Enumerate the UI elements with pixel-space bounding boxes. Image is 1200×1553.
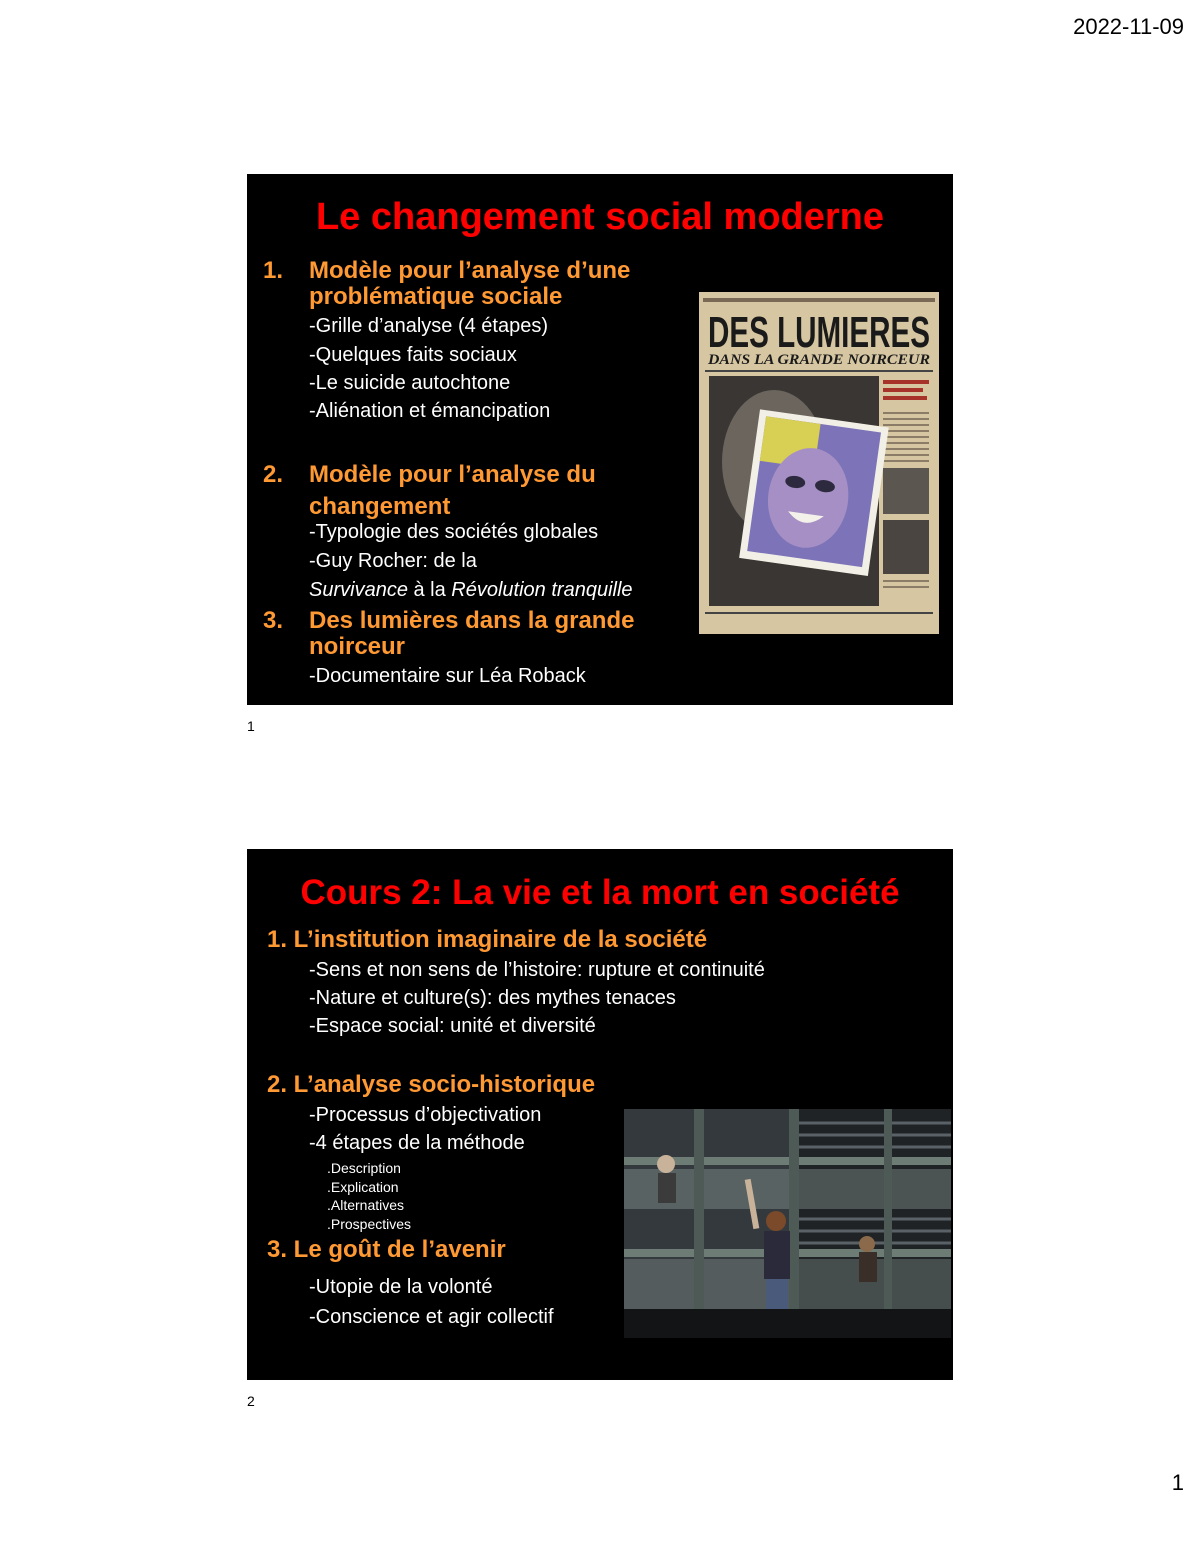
balcony-photo-illustration <box>624 1109 951 1338</box>
slide-2-section-1-heading: 1. L’institution imaginaire de la société <box>267 926 708 953</box>
list-item: -Processus d’objectivation <box>309 1104 542 1126</box>
list-item: Survivance à la Révolution tranquille <box>309 579 633 601</box>
slide-2 <box>247 849 953 1380</box>
list-item: -Guy Rocher: de la <box>309 550 477 572</box>
slide-1: Le changement social moderne 1. Modèle pour l’analyse d’une problématique sociale -Grille d’analyse (4 étapes) -Quelques faits sociaux -Le suicide autochtone -Aliénation et émancipation 2. Modèle pour l’analyse du changement -Typologie des sociétés globales -Guy Rocher: de la Survivance à la Révolution tranquille 3. Des lumières dans la grande noirceur -Documentaire sur Léa Roback DES LUMIERES DANS LA GRANDE NOIRCEUR <box>247 174 953 705</box>
list-item: -Grille d’analyse (4 étapes) <box>309 315 548 337</box>
slide-1-number: 1 <box>247 718 255 734</box>
slide-1-title: Le changement social moderne <box>315 196 885 238</box>
list-item: -Quelques faits sociaux <box>309 344 517 366</box>
list-subitem: .Alternatives <box>327 1197 405 1213</box>
film-poster-image <box>699 292 939 634</box>
list-subitem: .Explication <box>327 1179 399 1195</box>
list-item: -Le suicide autochtone <box>309 372 511 394</box>
list-subitem: .Prospectives <box>327 1216 412 1232</box>
list-item: -Documentaire sur Léa Roback <box>309 665 586 687</box>
list-item: -Sens et non sens de l’histoire: rupture et continuité <box>309 959 765 981</box>
list-item: -Nature et culture(s): des mythes tenaces <box>309 987 676 1009</box>
slide-2-number: 2 <box>247 1393 255 1409</box>
poster-subline: DANS LA GRANDE NOIRCEUR <box>706 352 930 368</box>
list-item: -Typologie des sociétés globales <box>309 521 599 543</box>
list-subitem: .Description <box>327 1160 401 1176</box>
slide-2-section-3-heading: 3. Le goût de l’avenir <box>267 1236 506 1263</box>
list-item: -4 étapes de la méthode <box>309 1132 525 1154</box>
page-number: 1 <box>1171 1470 1184 1495</box>
slide-2-section-2-heading: 2. L’analyse socio-historique <box>267 1071 596 1098</box>
slide-2-title: Cours 2: La vie et la mort en société <box>300 873 900 912</box>
list-item: -Conscience et agir collectif <box>309 1306 554 1328</box>
list-item: -Aliénation et émancipation <box>309 400 551 422</box>
list-item: -Utopie de la volonté <box>309 1276 493 1298</box>
poster-illustration <box>699 292 939 634</box>
list-item: -Espace social: unité et diversité <box>309 1015 596 1037</box>
poster-headline: DES LUMIERES <box>708 308 930 357</box>
document-date: 2022-11-09 <box>1073 14 1184 39</box>
balcony-photo <box>624 1109 951 1338</box>
